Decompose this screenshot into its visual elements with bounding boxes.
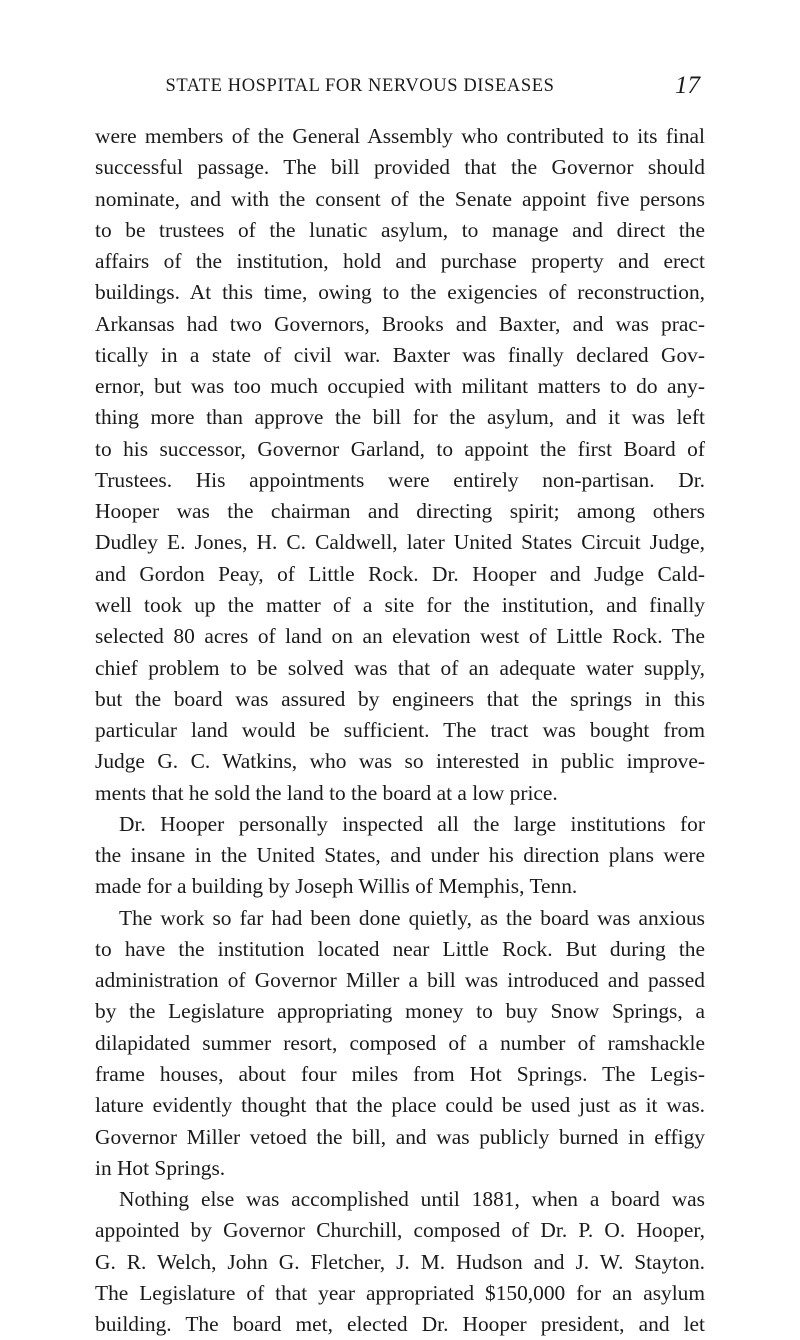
text-line: Hooper was the chairman and directing spirit; among others <box>95 499 705 524</box>
text-line: The Legislature of that year appropriated $150,000 for an asylum <box>95 1280 705 1305</box>
text-line: Judge G. C. Watkins, who was so interested in public improve- <box>95 749 705 774</box>
text-line: to have the institution located near Little Rock. But during the <box>95 936 705 961</box>
text-line: buildings. At this time, owing to the exigencies of reconstruction, <box>95 280 705 305</box>
text-line: lature evidently thought that the place could be used just as it was. <box>95 1093 705 1118</box>
text-line: were members of the General Assembly who contributed to its final <box>95 124 705 148</box>
text-line: thing more than approve the bill for the asylum, and it was left <box>95 405 705 430</box>
text-line: affairs of the institution, hold and purchase property and erect <box>95 249 705 274</box>
page-number: 17 <box>675 72 700 99</box>
text-line: Governor Miller vetoed the bill, and was publicly burned in effigy <box>95 1124 705 1149</box>
text-line: G. R. Welch, John G. Fletcher, J. M. Hudson and J. W. Stayton. <box>95 1249 705 1274</box>
text-line: The work so far had been done quietly, as the board was anxious <box>119 905 705 930</box>
text-line: and Gordon Peay, of Little Rock. Dr. Hooper and Judge Cald- <box>95 561 705 586</box>
text-line: Dudley E. Jones, H. C. Caldwell, later United States Circuit Judge, <box>95 530 705 555</box>
text-line: ernor, but was too much occupied with militant matters to do any- <box>95 374 705 399</box>
text-line: well took up the matter of a site for the institution, and finally <box>95 592 705 617</box>
text-line: Dr. Hooper personally inspected all the large institutions for <box>119 811 705 836</box>
text-line: administration of Governor Miller a bill was introduced and passed <box>95 968 705 993</box>
text-line: Nothing else was accomplished until 1881, when a board was <box>119 1187 705 1212</box>
text-line: successful passage. The bill provided that the Governor should <box>95 155 705 180</box>
text-line: to be trustees of the lunatic asylum, to manage and direct the <box>95 217 705 242</box>
text-line: by the Legislature appropriating money to buy Snow Springs, a <box>95 999 705 1024</box>
running-head: STATE HOSPITAL FOR NERVOUS DISEASES <box>165 76 555 96</box>
text-line: appointed by Governor Churchill, composed of Dr. P. O. Hooper, <box>95 1218 705 1243</box>
body-text <box>95 121 705 1340</box>
text-line: tically in a state of civil war. Baxter was finally declared Gov- <box>95 342 705 367</box>
text-line: Trustees. His appointments were entirely non-partisan. Dr. <box>95 467 705 492</box>
text-line: building. The board met, elected Dr. Hooper president, and let <box>95 1312 705 1337</box>
text-line: in Hot Springs. <box>95 1155 226 1180</box>
text-line: particular land would be sufficient. The tract was bought from <box>95 718 705 743</box>
text-line: selected 80 acres of land on an elevation west of Little Rock. The <box>95 624 705 649</box>
text-line: the insane in the United States, and under his direction plans were <box>95 843 705 868</box>
text-line: but the board was assured by engineers that the springs in this <box>95 686 705 711</box>
text-line: chief problem to be solved was that of an adequate water supply, <box>95 655 705 680</box>
text-line: nominate, and with the consent of the Senate appoint five persons <box>95 186 705 211</box>
text-line: made for a building by Joseph Willis of Memphis, Tenn. <box>95 874 578 899</box>
text-line: frame houses, about four miles from Hot Springs. The Legis- <box>95 1061 705 1086</box>
text-line: dilapidated summer resort, composed of a number of ramshackle <box>95 1030 705 1055</box>
text-line: ments that he sold the land to the board at a low price. <box>95 780 558 805</box>
text-line: Arkansas had two Governors, Brooks and Baxter, and was prac- <box>95 311 705 336</box>
text-line: to his successor, Governor Garland, to appoint the first Board of <box>95 436 705 461</box>
